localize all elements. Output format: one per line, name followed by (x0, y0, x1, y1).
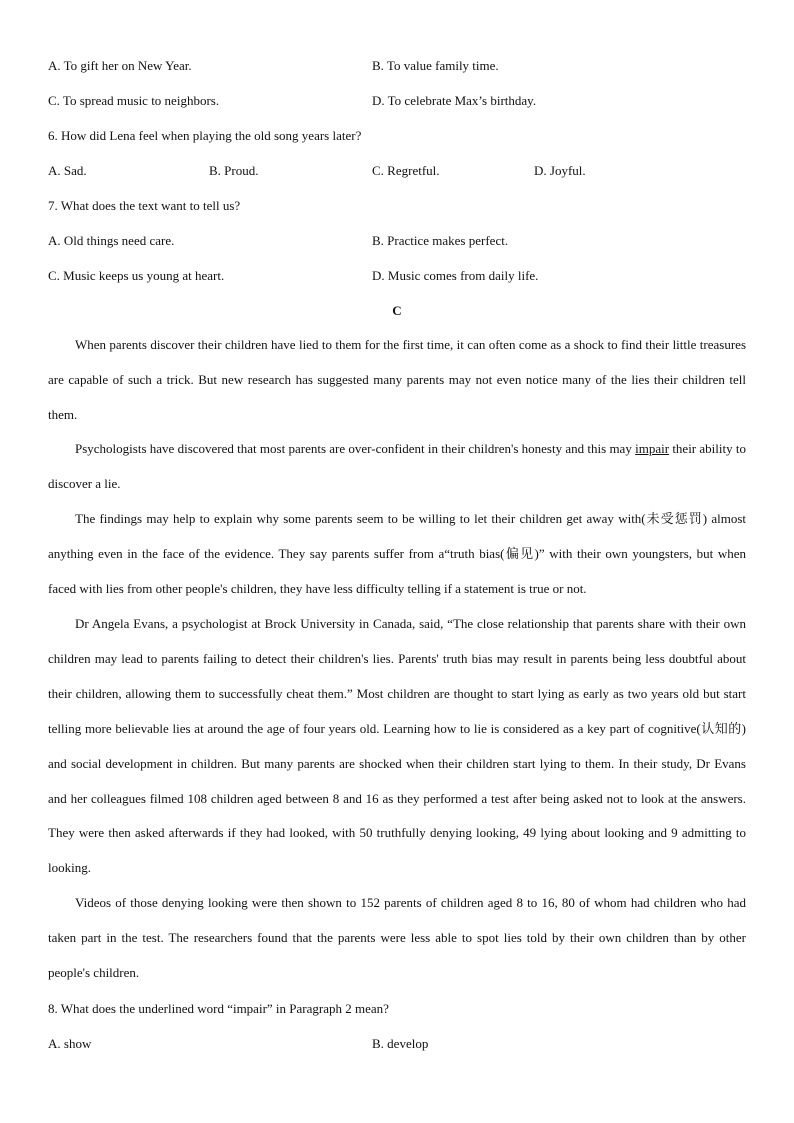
passage-paragraph-2: Psychologists have discovered that most parents are over-confident in their children's honesty and this may impair their ability to discover a lie. (48, 441, 746, 491)
q7-question: 7. What does the text want to tell us? (48, 198, 241, 213)
q7-option-d: D. Music comes from daily life. (372, 268, 539, 283)
q7-option-b: B. Practice makes perfect. (372, 233, 509, 248)
q7-option-a: A. Old things need care. (48, 233, 175, 248)
q5-option-b: B. To value family time. (372, 58, 499, 73)
q6-option-d: D. Joyful. (534, 163, 586, 178)
section-label: C (392, 303, 402, 318)
q8-option-a: A. show (48, 1036, 92, 1051)
passage-paragraph-1: When parents discover their children have lied to them for the first time, it can often come as a shock to find their little treasures are capable of such a trick. But new research has suggested many parents may not even notice many of the lies their children tell them. (48, 337, 746, 422)
q6-option-b: B. Proud. (209, 163, 259, 178)
q8-option-b: B. develop (372, 1036, 429, 1051)
q6-option-a: A. Sad. (48, 163, 87, 178)
passage-paragraph-3: The findings may help to explain why some parents seem to be willing to let their children get away with(未受惩罚) almost anything even in the face of the evidence. They say parents suffer from a“truth bias(偏见)” with their own youngsters, but when faced with lies from other people's children, they have less difficulty telling if a statement is true or not. (48, 511, 746, 596)
q5-option-d: D. To celebrate Max’s birthday. (372, 93, 537, 108)
q7-option-c: C. Music keeps us young at heart. (48, 268, 225, 283)
underlined-word: impair (635, 441, 670, 456)
passage-paragraph-5: Videos of those denying looking were then shown to 152 parents of children aged 8 to 16, 80 of whom had children who had taken part in the test. The researchers found that the parents were less able to spot lies told by their own children than by other people's children. (48, 895, 746, 980)
q5-option-c: C. To spread music to neighbors. (48, 93, 220, 108)
q6-question: 6. How did Lena feel when playing the old song years later? (48, 128, 362, 143)
q6-option-c: C. Regretful. (372, 163, 440, 178)
q8-question: 8. What does the underlined word “impair” in Paragraph 2 mean? (48, 1001, 389, 1016)
passage-paragraph-4: Dr Angela Evans, a psychologist at Brock University in Canada, said, “The close relationship that parents share with their own children may lead to parents failing to detect their children's lies. Parents' truth bias may result in parents being less doubtful about their children, allowing them to successfully cheat them.” Most children are thought to start lying as early as two years old but start telling more believable lies at around the age of four years old. Learning how to lie is considered as a key part of cognitive(认知的) and social development in children. But many parents are shocked when their children start lying to them. In their study, Dr Evans and her colleagues filmed 108 children aged between 8 and 16 as they performed a test after being asked not to look at the answers. They were then asked afterwards if they had looked, with 50 truthfully denying looking, 49 lying about looking and 9 admitting to looking. (48, 616, 746, 876)
q5-option-a: A. To gift her on New Year. (48, 58, 192, 73)
